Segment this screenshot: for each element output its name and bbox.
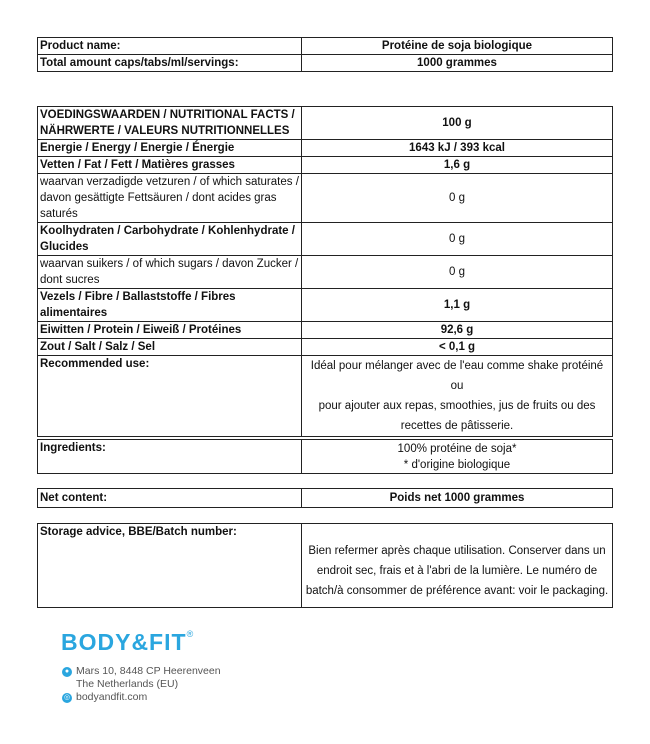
storage-value: Bien refermer après chaque utilisation. Conserver dans un endroit sec, frais et à l'abri de la lumière. Le numéro de batch/à consommer de préférence avant: voir le packaging. — [302, 524, 613, 608]
brand-address: ● Mars 10, 8448 CP Heerenveen The Netherlands (EU) ◎ bodyandfit.com — [63, 665, 221, 703]
net-content-table — [37, 488, 613, 508]
nutrition-header-value: 100 g — [302, 107, 613, 140]
table-row: waarvan suikers / of which sugars / davon Zucker / dont sucres 0 g — [38, 256, 613, 289]
location-pin-icon: ● — [62, 667, 72, 677]
recommended-use-table — [37, 355, 613, 437]
ingredients-label: Ingredients: — [38, 440, 302, 474]
product-name-value: Protéine de soja biologique — [302, 38, 613, 55]
recommended-use-value: Idéal pour mélanger avec de l'eau comme shake protéiné ou pour ajouter aux repas, smoothies, jus de fruits ou des recettes de pâtisserie. — [302, 356, 613, 437]
table-row: Vezels / Fibre / Ballaststoffe / Fibres alimentaires 1,1 g — [38, 289, 613, 322]
storage-label: Storage advice, BBE/Batch number: — [38, 524, 302, 608]
storage-table — [37, 523, 613, 608]
table-row: waarvan verzadigde vetzuren / of which saturates / davon gesättigte Fettsäuren / dont acides gras saturés 0 g — [38, 174, 613, 223]
net-content-value: Poids net 1000 grammes — [302, 489, 613, 508]
table-row: Eiwitten / Protein / Eiweiß / Protéines 92,6 g — [38, 322, 613, 339]
brand-logo: BODY&FIT® — [61, 629, 195, 655]
table-row: Vetten / Fat / Fett / Matières grasses 1,6 g — [38, 157, 613, 174]
ingredients-table — [37, 439, 613, 474]
product-name-label: Product name: — [38, 38, 302, 55]
globe-icon: ◎ — [63, 693, 71, 701]
ingredients-value: 100% protéine de soja* * d'origine biologique — [302, 440, 613, 474]
table-row: Zout / Salt / Salz / Sel < 0,1 g — [38, 339, 613, 356]
net-content-label: Net content: — [38, 489, 302, 508]
total-amount-value: 1000 grammes — [302, 55, 613, 72]
recommended-use-label: Recommended use: — [38, 356, 302, 437]
table-row: Energie / Energy / Energie / Énergie 1643 kJ / 393 kcal — [38, 140, 613, 157]
nutrition-header-label: VOEDINGSWAARDEN / NUTRITIONAL FACTS / NÄHRWERTE / VALEURS NUTRITIONNELLES — [38, 107, 302, 140]
table-row: Koolhydraten / Carbohydrate / Kohlenhydrate / Glucides 0 g — [38, 223, 613, 256]
website-link[interactable]: bodyandfit.com — [76, 691, 148, 703]
product-info-table — [37, 37, 613, 72]
nutrition-table — [37, 106, 613, 356]
total-amount-label: Total amount caps/tabs/ml/servings: — [38, 55, 302, 72]
